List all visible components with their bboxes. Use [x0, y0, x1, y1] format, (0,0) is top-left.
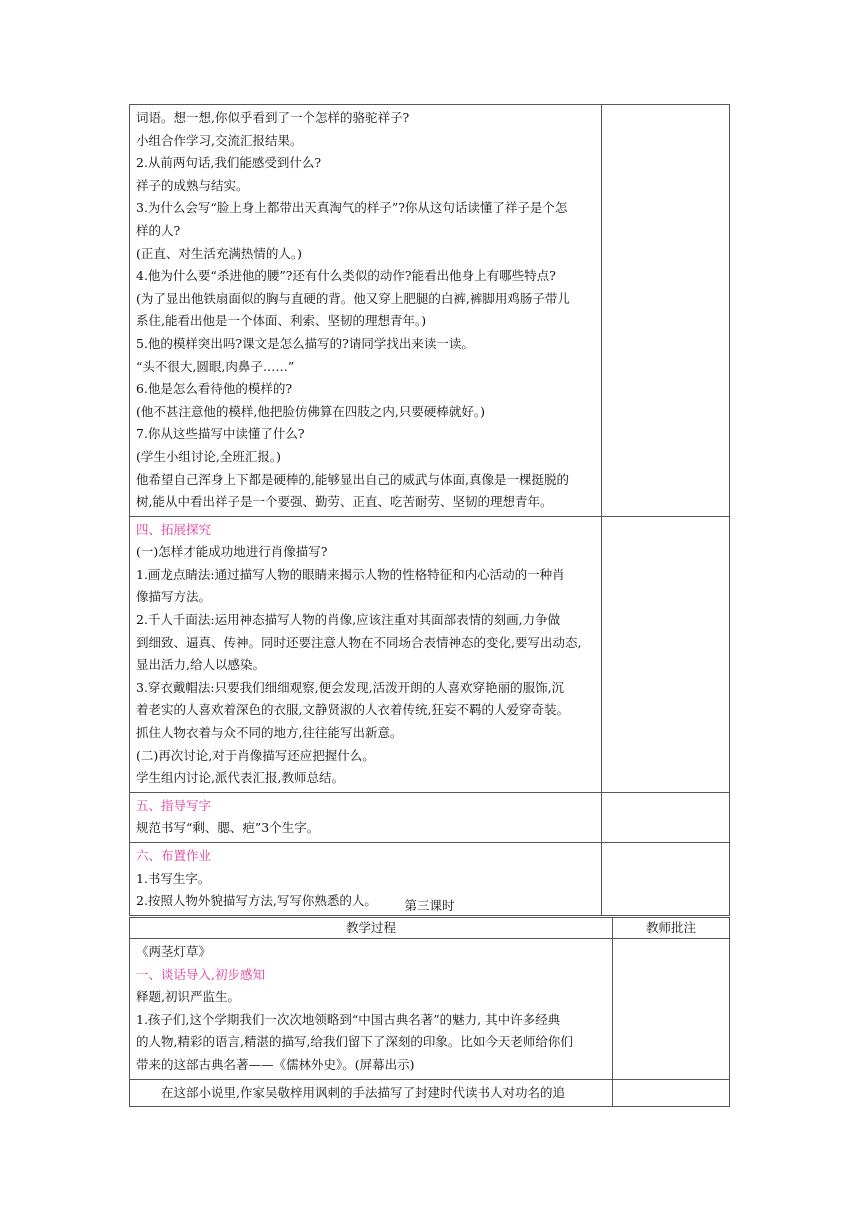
teacher-note-cell: [602, 792, 730, 842]
text-line: 在这部小说里,作家吴敬梓用讽刺的手法描写了封建时代读书人对功名的追: [161, 1084, 565, 1100]
lesson-title: 《两茎灯草》: [136, 944, 212, 959]
text-line: (他不甚注意他的模样,他把脸仿佛算在四肢之内,只要硬棒就好。): [136, 403, 485, 419]
text-line: 他希望自己浑身上下都是硬棒的,能够显出自己的威武与体面,真像是一棵挺脱的: [136, 471, 569, 487]
process-cell: [130, 939, 613, 1080]
table-row: [130, 939, 730, 1080]
text-line: (为了显出他铁扇面似的胸与直硬的背。他又穿上肥腿的白裤,裤脚用鸡肠子带儿: [136, 290, 570, 306]
text-line: “头不很大,圆眼,肉鼻子……”: [136, 358, 295, 374]
text-line: 1.书写生字。: [136, 870, 211, 886]
text-line: 3.为什么会写“脸上身上都带出天真淘气的样子”?你从这句话读懂了祥子是个怎: [136, 200, 568, 216]
text-line: 树,能从中看出祥子是一个要强、勤劳、正直、吃苦耐劳、坚韧的理想青年。: [136, 494, 553, 510]
text-line: 显出活力,给人以感染。: [136, 657, 265, 673]
text-line: 系住,能看出他是一个体面、利索、坚韧的理想青年。): [136, 313, 427, 329]
text-line: (正直、对生活充满热情的人。): [136, 245, 303, 261]
process-cell: [130, 1079, 613, 1107]
process-cell: [130, 105, 602, 517]
process-cell: [130, 792, 602, 842]
text-line: 6.他是怎么看待他的模样的?: [136, 381, 293, 397]
section-title: 第三课时: [404, 898, 455, 913]
text-line: 样的人?: [136, 222, 181, 238]
text-line: 2.从前两句话,我们能感受到什么?: [136, 155, 322, 171]
teacher-note-cell: [602, 105, 730, 517]
section-heading: 四、拓展探究: [136, 521, 212, 537]
text-line: 到细致、逼真、传神。同时还要注意人物在不同场合表情神态的变化,要写出动态,: [136, 634, 582, 650]
table-row: [130, 516, 730, 792]
text-line: 祥子的成熟与结实。: [136, 177, 249, 193]
text-line: 3.穿衣戴帽法:只要我们细细观察,便会发现,活泼开朗的人喜欢穿艳丽的服饰,沉: [136, 679, 565, 695]
lesson-plan-table-continued: [129, 104, 730, 916]
text-line: 规范书写“剩、腮、疤”3个生字。: [136, 820, 320, 836]
text-line: 4.他为什么要“杀进他的腰”?还有什么类似的动作?能看出他身上有哪些特点?: [136, 268, 556, 284]
teacher-note-cell: [602, 516, 730, 792]
text-line: 2.千人千面法:运用神态描写人物的肖像,应该注重对其面部表情的刻画,力争做: [136, 612, 561, 628]
text-line: 5.他的模样突出吗?课文是怎么描写的?请同学找出来读一读。: [136, 335, 474, 351]
text-line: (一)怎样才能成功地进行肖像描写?: [136, 544, 328, 560]
text-line: 小组合作学习,交流汇报结果。: [136, 132, 303, 148]
teacher-note-cell: [613, 1079, 730, 1107]
text-line: 带来的这部古典名著——《儒林外史》。(屏幕出示): [136, 1056, 415, 1072]
text-line: 词语。想一想,你似乎看到了一个怎样的骆驼祥子?: [136, 110, 410, 125]
text-line: 1.孩子们,这个学期我们一次次地领略到“中国古典名著”的魅力, 其中许多经典: [136, 1011, 561, 1027]
text-line: 抓住人物衣着与众不同的地方,往往能写出新意。: [136, 725, 403, 741]
table-header-row: [130, 918, 730, 939]
lesson-plan-table: [129, 917, 730, 1107]
text-line: 像描写方法。: [136, 589, 212, 605]
section-heading: 六、布置作业: [136, 848, 212, 863]
table-row: [130, 792, 730, 842]
text-line: 释题,初识严监生。: [136, 989, 240, 1005]
section-heading: 五、指导写字: [136, 797, 212, 813]
text-line: 1.画龙点睛法:通过描写人物的眼睛来揭示人物的性格特征和内心活动的一种肖: [136, 566, 565, 582]
column-header-process: 教学过程: [130, 918, 613, 939]
table-row: [130, 1079, 730, 1107]
text-line: 的人物,精彩的语言,精湛的描写,给我们留下了深刻的印象。比如今天老师给你们: [136, 1034, 573, 1050]
text-line: 7.你从这些描写中读懂了什么?: [136, 426, 305, 442]
text-line: 学生组内讨论,派代表汇报,教师总结。: [136, 770, 344, 786]
table-row: [130, 105, 730, 517]
section-heading: 一、谈话导入,初步感知: [136, 966, 265, 982]
text-line: (学生小组讨论,全班汇报。): [136, 448, 281, 464]
text-line: 着老实的人喜欢着深色的衣服,文静贤淑的人衣着传统,狂妄不羁的人爱穿奇装。: [136, 702, 569, 718]
process-cell: [130, 516, 602, 792]
teacher-note-cell: [613, 939, 730, 1080]
text-line: 2.按照人物外貌描写方法,写写你熟悉的人。: [136, 893, 377, 909]
column-header-note: 教师批注: [613, 918, 730, 939]
text-line: (二)再次讨论,对于肖像描写还应把握什么。: [136, 747, 375, 763]
